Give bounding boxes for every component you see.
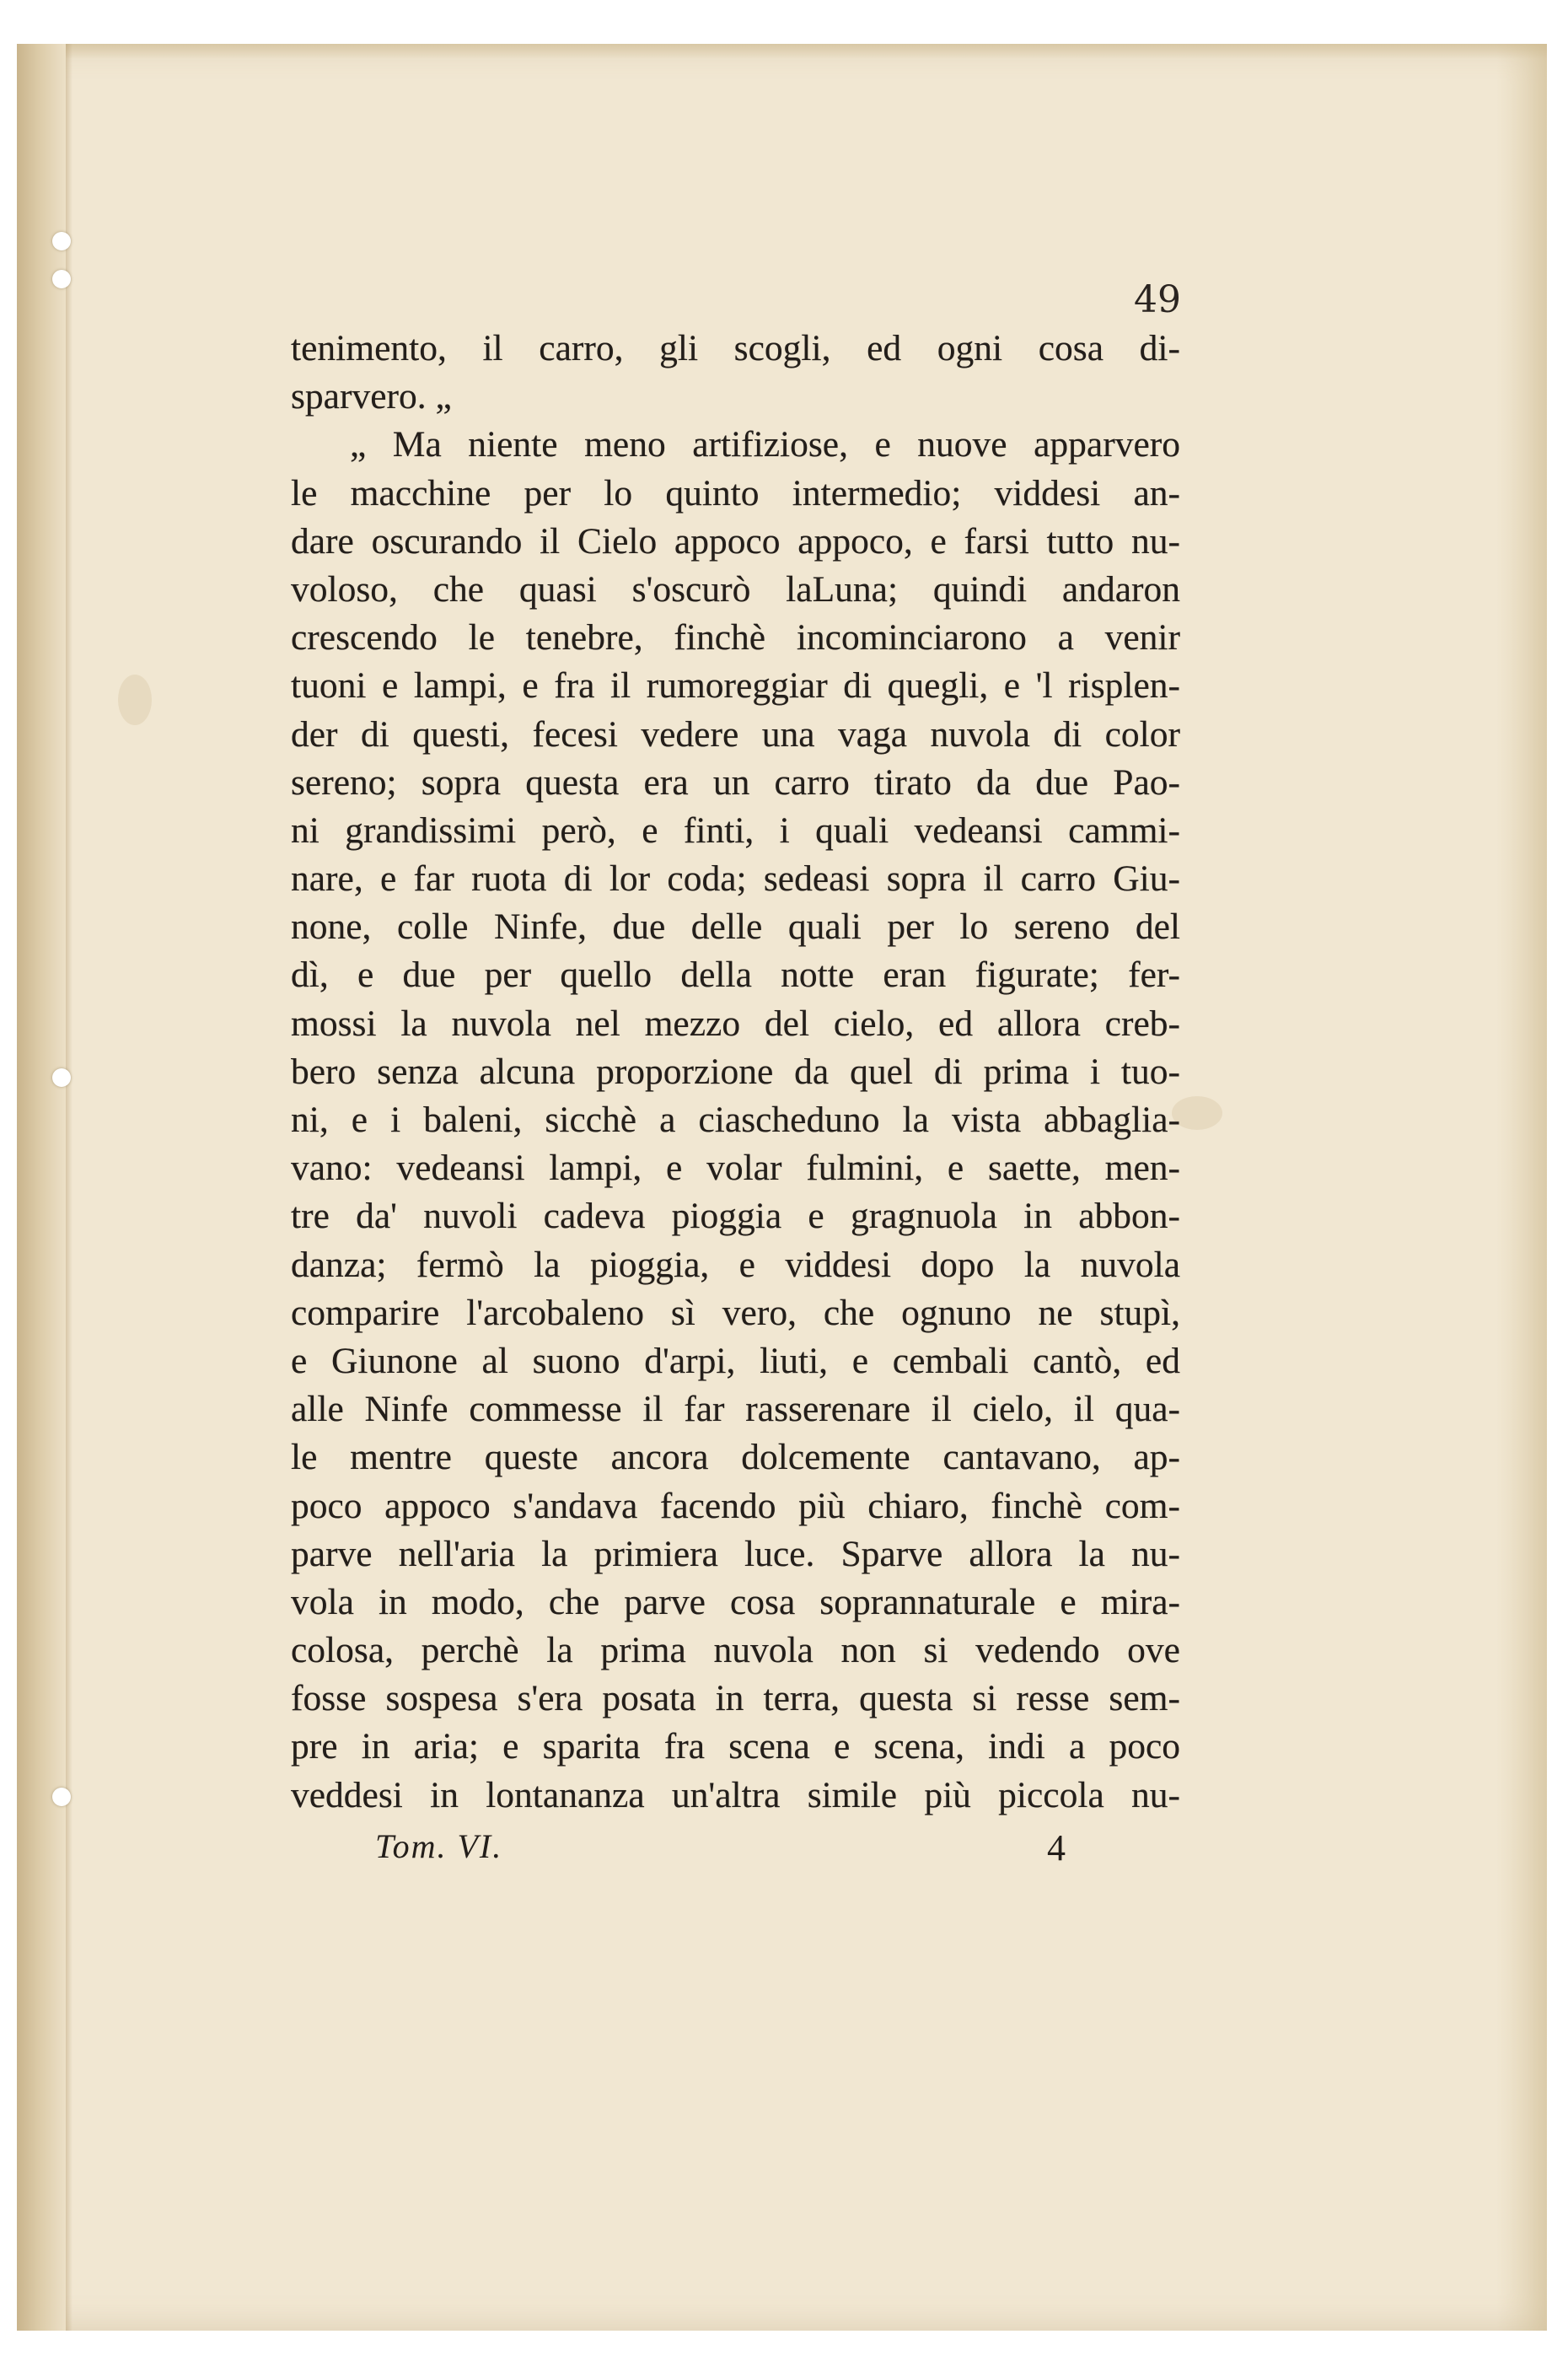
- binding-edge: [17, 44, 66, 2331]
- page-number: 49: [1134, 278, 1181, 321]
- text-line: e Giunone al suono d'arpi, liuti, e cembali cantò, ed: [291, 1340, 1180, 1381]
- text-line: „ Ma niente meno artifiziose, e nuove apparvero: [350, 424, 1180, 465]
- text-line: bero senza alcuna proporzione da quel di prima i tuo-: [291, 1051, 1180, 1092]
- text-line: alle Ninfe commesse il far rasserenare il cielo, il qua-: [291, 1389, 1180, 1430]
- text-line: danza; fermò la pioggia, e viddesi dopo la nuvola: [291, 1244, 1180, 1285]
- text-line: mossi la nuvola nel mezzo del cielo, ed allora creb-: [291, 1003, 1180, 1044]
- volume-signature: Tom. VI.: [375, 1827, 503, 1865]
- text-line: le mentre queste ancora dolcemente cantavano, ap-: [291, 1437, 1180, 1478]
- text-line: ni, e i baleni, sicchè a ciascheduno la vista abbaglia-: [291, 1100, 1180, 1140]
- text-line: fosse sospesa s'era posata in terra, questa si resse sem-: [291, 1678, 1180, 1719]
- text-line: none, colle Ninfe, due delle quali per lo sereno del: [291, 906, 1180, 948]
- text-line: colosa, perchè la prima nuvola non si vedendo ove: [291, 1630, 1180, 1671]
- text-line: crescendo le tenebre, finchè incominciarono a venir: [291, 617, 1180, 659]
- text-line: voloso, che quasi s'oscurò laLuna; quindi andaron: [291, 568, 1180, 610]
- paper-stain: [118, 675, 152, 725]
- text-line: le macchine per lo quinto intermedio; viddesi an-: [291, 472, 1180, 514]
- text-line: parve nell'aria la primiera luce. Sparve allora la nu-: [291, 1533, 1180, 1574]
- text-line: tenimento, il carro, gli scogli, ed ogni cosa di-: [291, 328, 1180, 368]
- text-line: vola in modo, che parve cosa soprannaturale e mira-: [291, 1581, 1180, 1622]
- text-line: sparvero. „: [291, 376, 452, 417]
- paper-top-edge: [17, 44, 1547, 59]
- text-line: poco appoco s'andava facendo più chiaro, finchè com-: [291, 1485, 1180, 1526]
- text-line: der di questi, fecesi vedere una vaga nuvola di color: [291, 713, 1180, 755]
- binding-hole: [52, 1068, 71, 1087]
- text-line: dare oscurando il Cielo appoco appoco, e farsi tutto nu-: [291, 520, 1180, 562]
- text-line: sereno; sopra questa era un carro tirato da due Pao-: [291, 761, 1180, 803]
- text-line: dì, e due per quello della notte eran figurate; fer-: [291, 955, 1180, 996]
- text-line: comparire l'arcobaleno sì vero, che ognuno ne stupì,: [291, 1292, 1180, 1333]
- binding-hole: [52, 270, 71, 288]
- text-line: pre in aria; e sparita fra scena e scena, indi a poco: [291, 1726, 1180, 1767]
- binding-hole: [52, 232, 71, 250]
- text-line: tre da' nuvoli cadeva pioggia e gragnuola in abbon-: [291, 1196, 1180, 1237]
- text-line: veddesi in lontananza un'altra simile più piccola nu-: [291, 1774, 1180, 1815]
- text-line: nare, e far ruota di lor coda; sedeasi sopra il carro Giu-: [291, 858, 1180, 900]
- body-text: [291, 325, 1180, 1820]
- paper-right-edge: [1496, 44, 1547, 2331]
- text-line: vano: vedeansi lampi, e volar fulmini, e saette, men-: [291, 1148, 1180, 1189]
- text-line: tuoni e lampi, e fra il rumoreggiar di quegli, e 'l risplen-: [291, 665, 1180, 707]
- text-line: ni grandissimi però, e finti, i quali vedeansi cammi-: [291, 809, 1180, 851]
- binding-hole: [52, 1788, 71, 1806]
- gathering-mark: 4: [1047, 1827, 1066, 1869]
